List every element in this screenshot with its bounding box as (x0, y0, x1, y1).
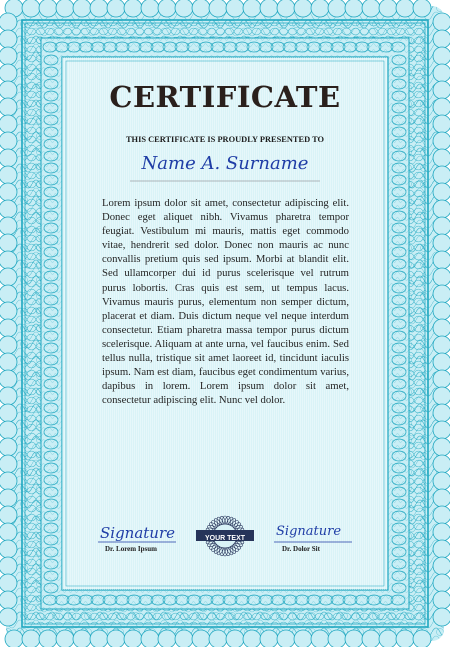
left-signature-script: Signature (100, 524, 176, 542)
seal-text: YOUR TEXT (204, 535, 246, 542)
certificate-title: CERTIFICATE (109, 80, 341, 114)
certificate-body-text: Lorem ipsum dolor sit amet, consectetur adipiscing elit. Donec eget aliquet nibh. Vivamus pharetra tempor feugiat. Vestibulum mi mauris, mattis eget commodo vitae, hendrerit sed dolor. Donec non mauris ac nunc convallis pretium quis sed ipsum. Morbi at blandit elit. Sed ullamcorper dui id purus scelerisque vel rutrum purus lobortis. Cras quis est sem, ut tempus lacus. Vivamus mauris purus, elementum non semper dictum, placerat et diam. Duis dictum neque vel neque interdum consectetur. Etiam pharetra massa tempor purus dictum scelerisque. Aliquam at ante urna, vel faucibus enim. Sed tellus nulla, tristique sit amet laoreet id, tincidunt iaculis ipsum. Nam est diam, faucibus eget condimentum varius, dapibus in lorem. Lorem ipsum dolor sit amet, consectetur adipiscing elit. Nunc vel dolor. (102, 197, 349, 407)
right-signatory-name: Dr. Dolor Sit (282, 545, 320, 553)
right-signature-script: Signature (276, 524, 342, 539)
recipient-name: Name A. Surname (141, 153, 309, 174)
left-signatory-name: Dr. Lorem Ipsum (105, 545, 157, 553)
presented-line: THIS CERTIFICATE IS PROUDLY PRESENTED TO (125, 135, 325, 144)
